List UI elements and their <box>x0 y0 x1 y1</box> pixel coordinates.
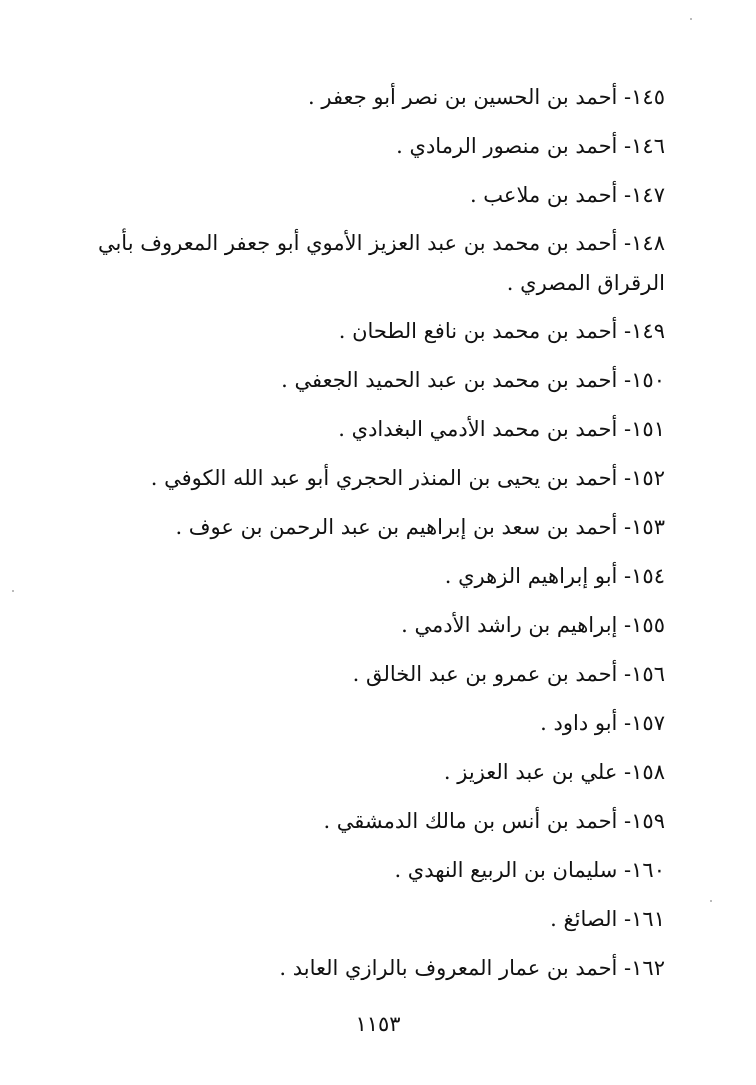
entry-list <box>80 76 665 996</box>
list-item: ١٦٠- سليمان بن الربيع النهدي . <box>394 858 665 882</box>
list-item: ١٥٨- علي بن عبد العزيز . <box>443 760 665 784</box>
list-item: ١٤٥- أحمد بن الحسين بن نصر أبو جعفر . <box>308 85 665 109</box>
list-item: ١٥٣- أحمد بن سعد بن إبراهيم بن عبد الرحمن بن عوف . <box>175 515 665 539</box>
scan-speck <box>690 18 692 20</box>
list-item: ١٤٨- أحمد بن محمد بن عبد العزيز الأموي أبو جعفر المعروف بأبي الرقراق المصري . <box>97 231 665 295</box>
list-item: ١٥١- أحمد بن محمد الأدمي البغدادي . <box>338 417 665 441</box>
list-item: ١٦١- الصائغ . <box>550 907 665 931</box>
scan-speck <box>710 900 712 902</box>
list-item: ١٥٩- أحمد بن أنس بن مالك الدمشقي . <box>323 809 665 833</box>
list-item: ١٦٢- أحمد بن عمار المعروف بالرازي العابد . <box>279 956 665 980</box>
list-item: ١٤٩- أحمد بن محمد بن نافع الطحان . <box>338 319 665 343</box>
list-item: ١٤٦- أحمد بن منصور الرمادي . <box>396 134 665 158</box>
list-item: ١٥٦- أحمد بن عمرو بن عبد الخالق . <box>352 662 665 686</box>
list-item: ١٥٤- أبو إبراهيم الزهري . <box>444 564 665 588</box>
list-item: ١٥٠- أحمد بن محمد بن عبد الحميد الجعفي . <box>281 368 665 392</box>
list-item: ١٥٧- أبو داود . <box>540 711 665 735</box>
list-item: ١٥٢- أحمد بن يحيى بن المنذر الحجري أبو عبد الله الكوفي . <box>150 466 665 490</box>
list-item: ١٥٥- إبراهيم بن راشد الأدمي . <box>401 613 665 637</box>
list-item: ١٤٧- أحمد بن ملاعب . <box>469 183 665 207</box>
scan-speck <box>12 590 14 592</box>
page-number: ١١٥٣ <box>355 1012 401 1036</box>
